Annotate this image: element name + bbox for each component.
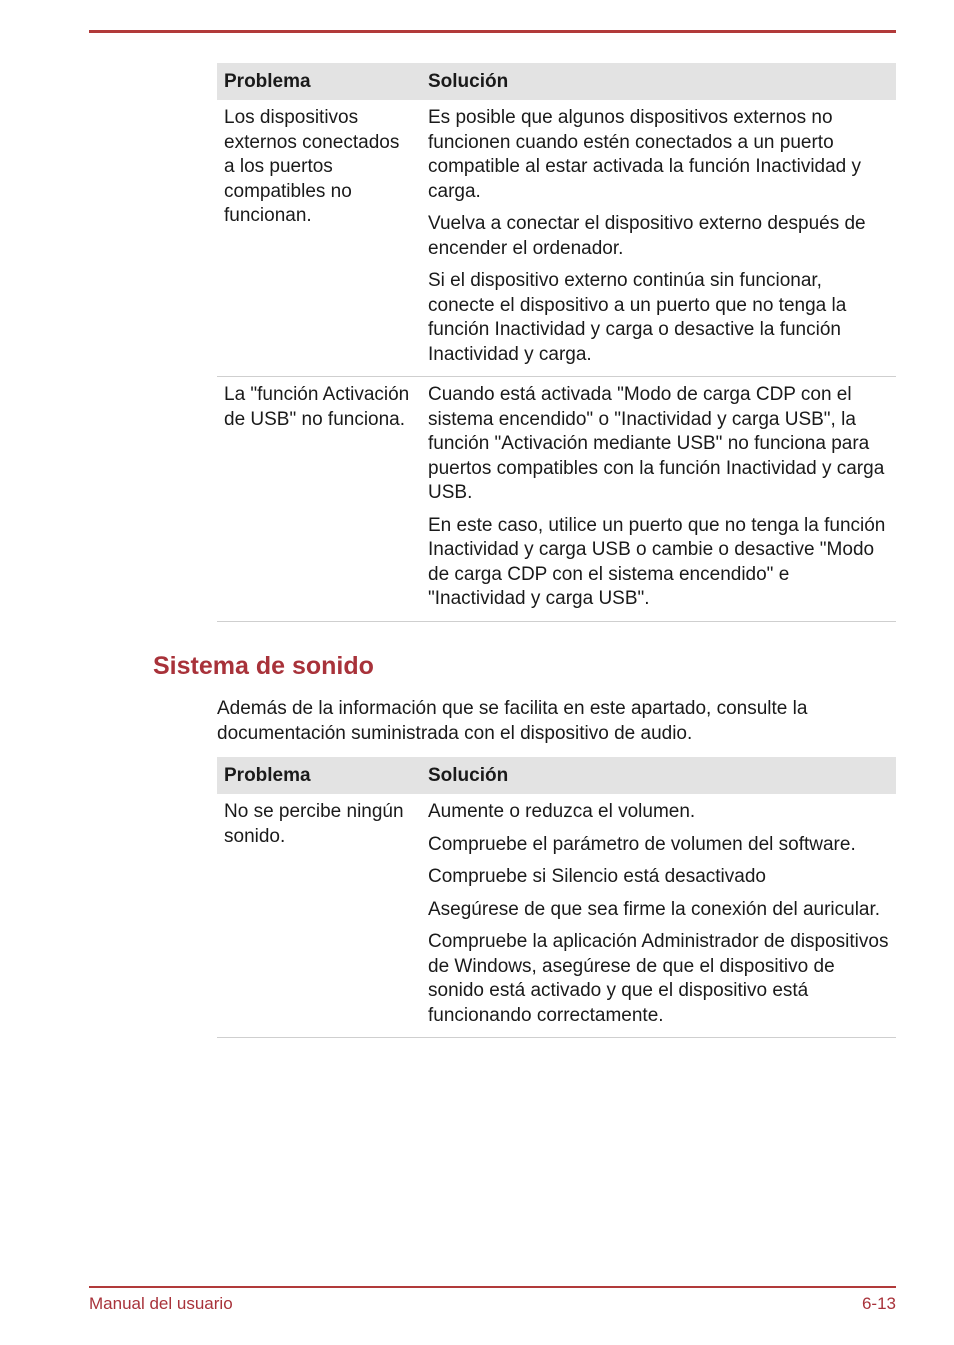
solution-cell	[421, 100, 896, 377]
solution-text: Si el dispositivo externo continúa sin funcionar, conecte el dispositivo a un puerto que no tenga la función Inactividad y carga o desactive la función Inactividad y carga.	[428, 270, 847, 365]
usb-troubleshooting-table	[217, 63, 896, 622]
solution-text: Compruebe el parámetro de volumen del software.	[428, 833, 856, 855]
footer-manual-title: Manual del usuario	[89, 1294, 233, 1313]
section-intro: Además de la información que se facilita en este apartado, consulte la documentación suministrada con el dispositivo de audio.	[217, 698, 808, 744]
table-row	[217, 377, 896, 622]
solution-text: Vuelva a conectar el dispositivo externo después de encender el ordenador.	[428, 213, 866, 259]
solution-text: Aumente o reduzca el volumen.	[428, 801, 696, 822]
table-header-row	[217, 757, 896, 794]
problem-cell: No se percibe ningún sonido.	[217, 794, 421, 1038]
section-heading: Sistema de sonido	[153, 652, 374, 680]
column-header-problem: Problema	[217, 757, 421, 794]
solution-text: Compruebe la aplicación Administrador de dispositivos de Windows, asegúrese de que el dispositivo de sonido está activado y que el dispositivo está funcionando correctamente.	[428, 931, 889, 1026]
problem-cell: La "función Activación de USB" no funciona.	[217, 377, 421, 622]
column-header-solution: Solución	[421, 757, 896, 794]
solution-text: Cuando está activada "Modo de carga CDP con el sistema encendido" o "Inactividad y carga USB", la función "Activación mediante USB" no funciona para puertos compatibles con la función Inactividad y carga USB.	[428, 384, 885, 503]
solution-cell	[421, 794, 896, 1038]
problem-cell: Los dispositivos externos conectados a los puertos compatibles no funcionan.	[217, 100, 421, 377]
solution-text: En este caso, utilice un puerto que no tenga la función Inactividad y carga USB o cambie o desactive "Modo de carga CDP con el sistema encendido" e "Inactividad y carga USB".	[428, 514, 886, 609]
solution-text: Es posible que algunos dispositivos externos no funcionen cuando estén conectados a un puerto compatible al estar activada la función Inactividad y carga.	[428, 107, 862, 202]
top-rule	[89, 30, 896, 33]
column-header-solution: Solución	[421, 63, 896, 100]
column-header-problem: Problema	[217, 63, 421, 100]
table-row	[217, 794, 896, 1038]
solution-text: Compruebe si Silencio está desactivado	[428, 866, 766, 887]
table-row	[217, 100, 896, 377]
footer-rule	[89, 1286, 896, 1288]
sound-troubleshooting-table	[217, 757, 896, 1038]
footer-page-number: 6-13	[861, 1294, 896, 1313]
solution-text: Asegúrese de que sea firme la conexión del auricular.	[428, 898, 881, 920]
solution-cell	[421, 377, 896, 622]
table-header-row	[217, 63, 896, 100]
